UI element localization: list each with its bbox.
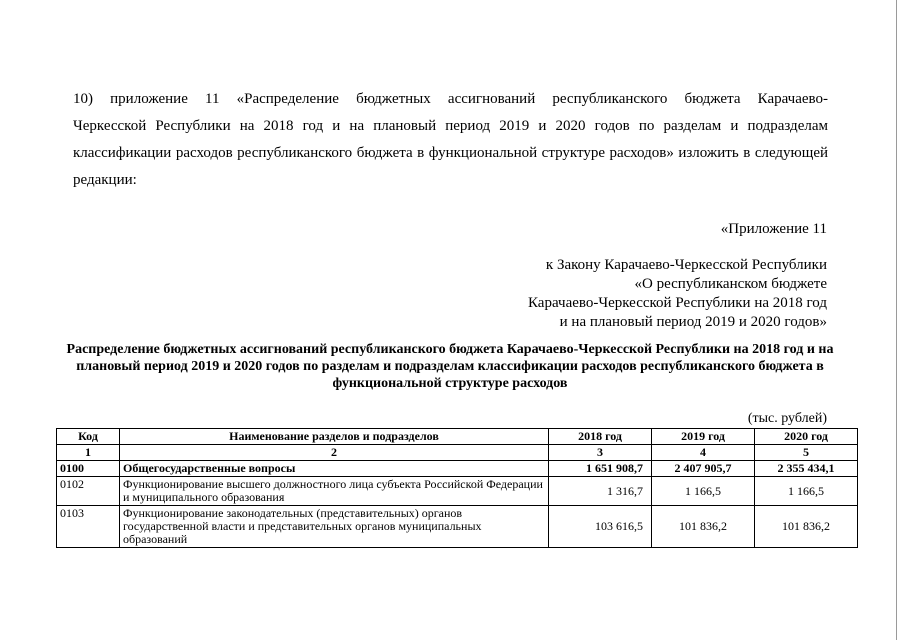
table-row <box>57 477 858 506</box>
header-code: Код <box>57 429 120 445</box>
intro-line: классификации расходов республиканского бюджета в функциональной структуре расходов» изложить в следующей <box>73 145 828 161</box>
intro-line: редакции: <box>73 172 137 188</box>
document-heading: Распределение бюджетных ассигнований республиканского бюджета Карачаево-Черкесской Республики на 2018 год и на плановый период 2019 и 2020 годов по разделам и подразделам классификации расходов республиканского бюджета в функциональной структуре расходов <box>66 342 834 391</box>
row-value-2019: 101 836,2 <box>652 506 755 548</box>
row-value-2018: 103 616,5 <box>549 506 652 548</box>
column-number: 3 <box>549 445 652 461</box>
appendix-line: и на плановый период 2019 и 2020 годов» <box>559 314 827 330</box>
intro-paragraph <box>73 86 828 194</box>
column-number: 2 <box>120 445 549 461</box>
column-number: 1 <box>57 445 120 461</box>
intro-line: Черкесской Республики на 2018 год и на плановый период 2019 и 2020 годов по разделам и подразделам <box>73 118 828 134</box>
budget-table <box>56 428 858 548</box>
row-name: Общегосударственные вопросы <box>120 461 549 477</box>
row-code: 0102 <box>57 477 120 506</box>
table-row <box>57 506 858 548</box>
row-code: 0103 <box>57 506 120 548</box>
row-value-2018: 1 316,7 <box>549 477 652 506</box>
row-value-2020: 2 355 434,1 <box>755 461 858 477</box>
header-name: Наименование разделов и подразделов <box>120 429 549 445</box>
header-2018: 2018 год <box>549 429 652 445</box>
row-name: Функционирование высшего должностного лица субъекта Российской Федерации и муниципального образования <box>120 477 549 506</box>
table-row <box>57 461 858 477</box>
appendix-line: к Закону Карачаево-Черкесской Республики <box>545 257 827 273</box>
header-2019: 2019 год <box>652 429 755 445</box>
column-number: 5 <box>755 445 858 461</box>
row-value-2019: 2 407 905,7 <box>652 461 755 477</box>
appendix-reference <box>528 256 827 332</box>
page-edge-line <box>896 0 897 640</box>
row-name: Функционирование законодательных (представительных) органов государственной власти и представительных органов муниципальных образований <box>120 506 549 548</box>
row-value-2020: 101 836,2 <box>755 506 858 548</box>
row-value-2019: 1 166,5 <box>652 477 755 506</box>
intro-line: 10) приложение 11 «Распределение бюджетных ассигнований республиканского бюджета Карачаево- <box>73 91 828 107</box>
appendix-line: Карачаево-Черкесской Республики на 2018 год <box>528 295 827 311</box>
row-value-2018: 1 651 908,7 <box>549 461 652 477</box>
appendix-title: «Приложение 11 <box>720 221 827 237</box>
column-number: 4 <box>652 445 755 461</box>
row-code: 0100 <box>57 461 120 477</box>
header-2020: 2020 год <box>755 429 858 445</box>
table-number-row <box>57 445 858 461</box>
units-label: (тыс. рублей) <box>747 411 827 426</box>
appendix-line: «О республиканском бюджете <box>634 276 827 292</box>
row-value-2020: 1 166,5 <box>755 477 858 506</box>
table-header-row <box>57 429 858 445</box>
